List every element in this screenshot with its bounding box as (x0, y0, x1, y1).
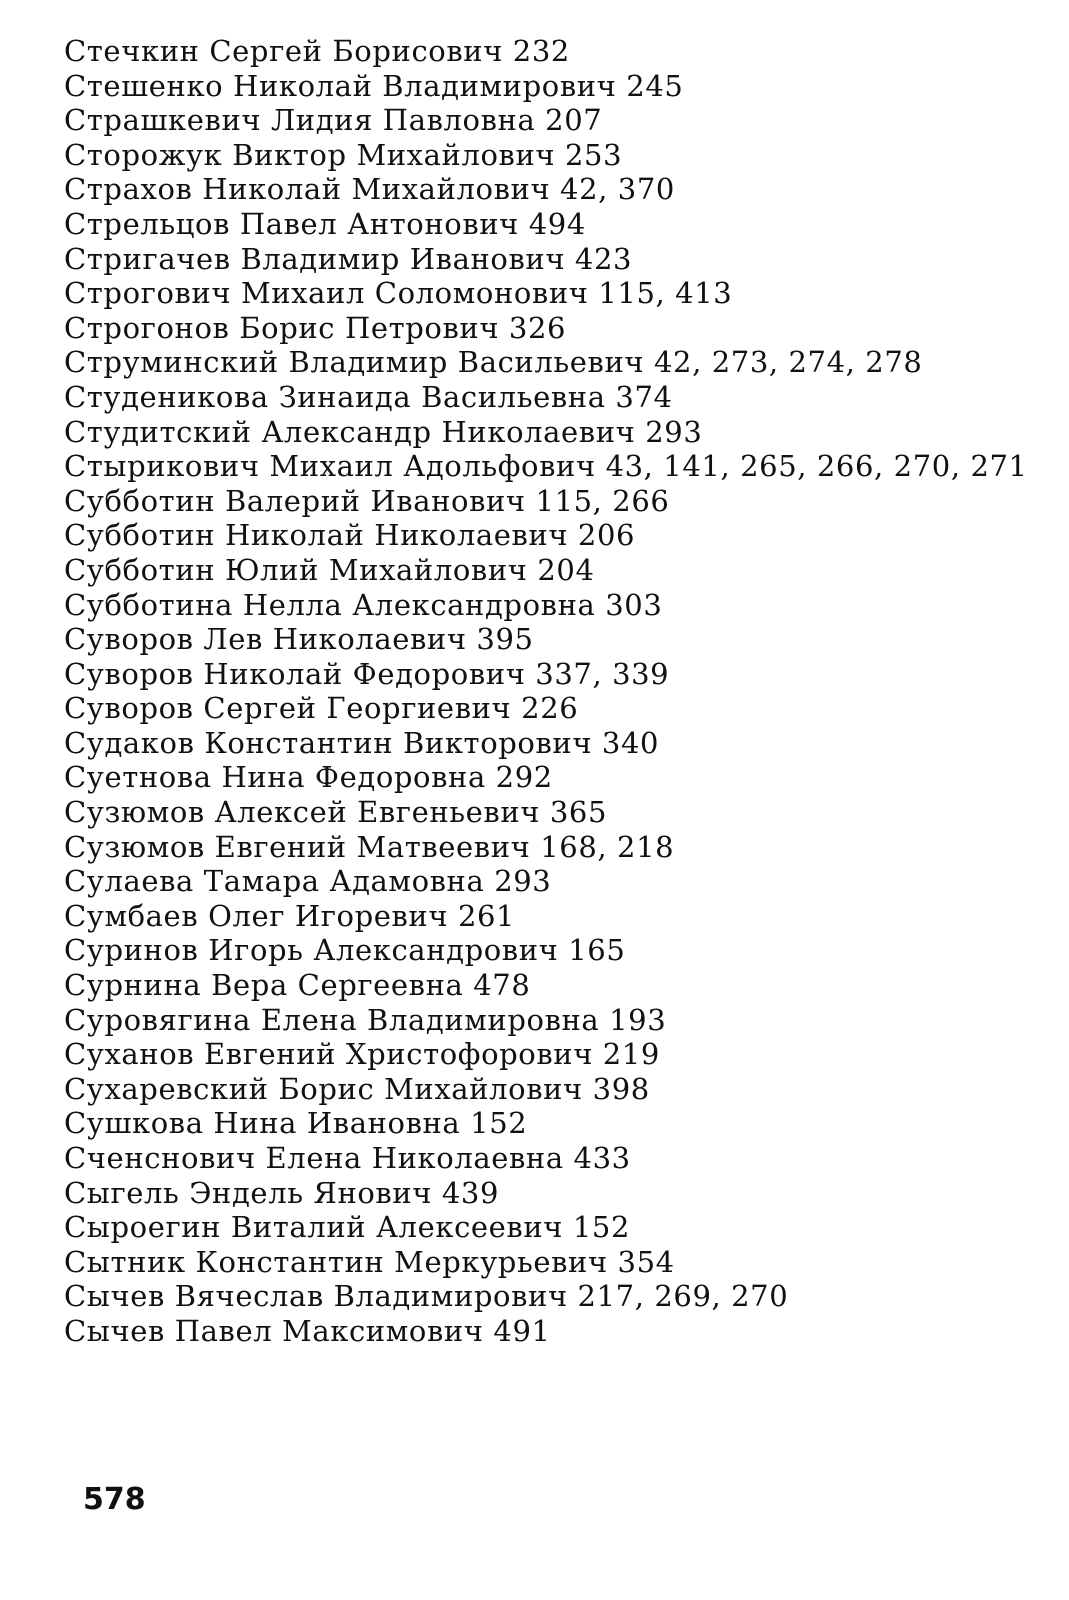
index-entry: Сыгель Эндель Янович 439 (64, 1175, 500, 1210)
index-entry: Стригачев Владимир Иванович 423 (64, 241, 633, 276)
page-number: 578 (83, 1482, 146, 1517)
index-entry: Субботин Юлий Михайлович 204 (64, 552, 595, 587)
index-entry: Сычев Вячеслав Владимирович 217, 269, 270 (64, 1279, 789, 1314)
index-entry: Суетнова Нина Федоровна 292 (64, 760, 553, 795)
index-entry: Строгович Михаил Соломонович 115, 413 (64, 276, 733, 311)
index-entry: Сченснович Елена Николаевна 433 (64, 1141, 631, 1175)
index-entry: Страшкевич Лидия Павловна 207 (64, 103, 603, 138)
index-entry: Сытник Константин Меркурьевич 354 (64, 1244, 675, 1279)
index-entry: Суринов Игорь Александрович 165 (64, 933, 626, 968)
index-entry: Стешенко Николай Владимирович 245 (64, 68, 684, 103)
index-entry: Сторожук Виктор Михайлович 253 (64, 137, 623, 172)
index-entry: Стрельцов Павел Антонович 494 (64, 206, 586, 241)
index-entry: Сумбаев Олег Игоревич 261 (64, 898, 516, 933)
index-entry: Суровягина Елена Владимировна 193 (64, 1002, 667, 1037)
index-entry: Сузюмов Евгений Матвеевич 168, 218 (64, 829, 675, 864)
index-entry: Суворов Лев Николаевич 395 (64, 622, 534, 657)
index-entry: Субботин Николай Николаевич 206 (64, 518, 636, 553)
index-entry: Субботин Валерий Иванович 115, 266 (64, 483, 670, 518)
index-entry: Сухаревский Борис Михайлович 398 (64, 1071, 650, 1106)
index-entry: Стечкин Сергей Борисович 232 (64, 34, 570, 68)
index-entry: Судаков Константин Викторович 340 (64, 725, 660, 760)
index-entry: Суворов Сергей Георгиевич 226 (64, 691, 579, 726)
index-entry: Сушкова Нина Ивановна 152 (64, 1106, 528, 1141)
index-entry: Струминский Владимир Васильевич 42, 273, 274, 278 (64, 345, 923, 380)
name-index-list (64, 34, 1054, 1349)
index-entry: Страхов Николай Михайлович 42, 370 (64, 172, 675, 207)
index-entry: Сычев Павел Максимович 491 (64, 1313, 551, 1348)
index-entry: Суханов Евгений Христофорович 219 (64, 1037, 660, 1072)
index-entry: Субботина Нелла Александровна 303 (64, 587, 663, 622)
index-entry: Стырикович Михаил Адольфович 43, 141, 265, 266, 270, 271 (64, 449, 1028, 484)
index-entry: Студеникова Зинаида Васильевна 374 (64, 379, 673, 414)
index-entry: Студитский Александр Николаевич 293 (64, 414, 703, 449)
index-entry: Сузюмов Алексей Евгеньевич 365 (64, 795, 608, 830)
index-entry: Сурнина Вера Сергеевна 478 (64, 968, 531, 1003)
index-entry: Сулаева Тамара Адамовна 293 (64, 864, 552, 899)
index-entry: Сыроегин Виталий Алексеевич 152 (64, 1210, 631, 1245)
index-entry: Строгонов Борис Петрович 326 (64, 310, 567, 345)
index-entry: Суворов Николай Федорович 337, 339 (64, 656, 670, 691)
